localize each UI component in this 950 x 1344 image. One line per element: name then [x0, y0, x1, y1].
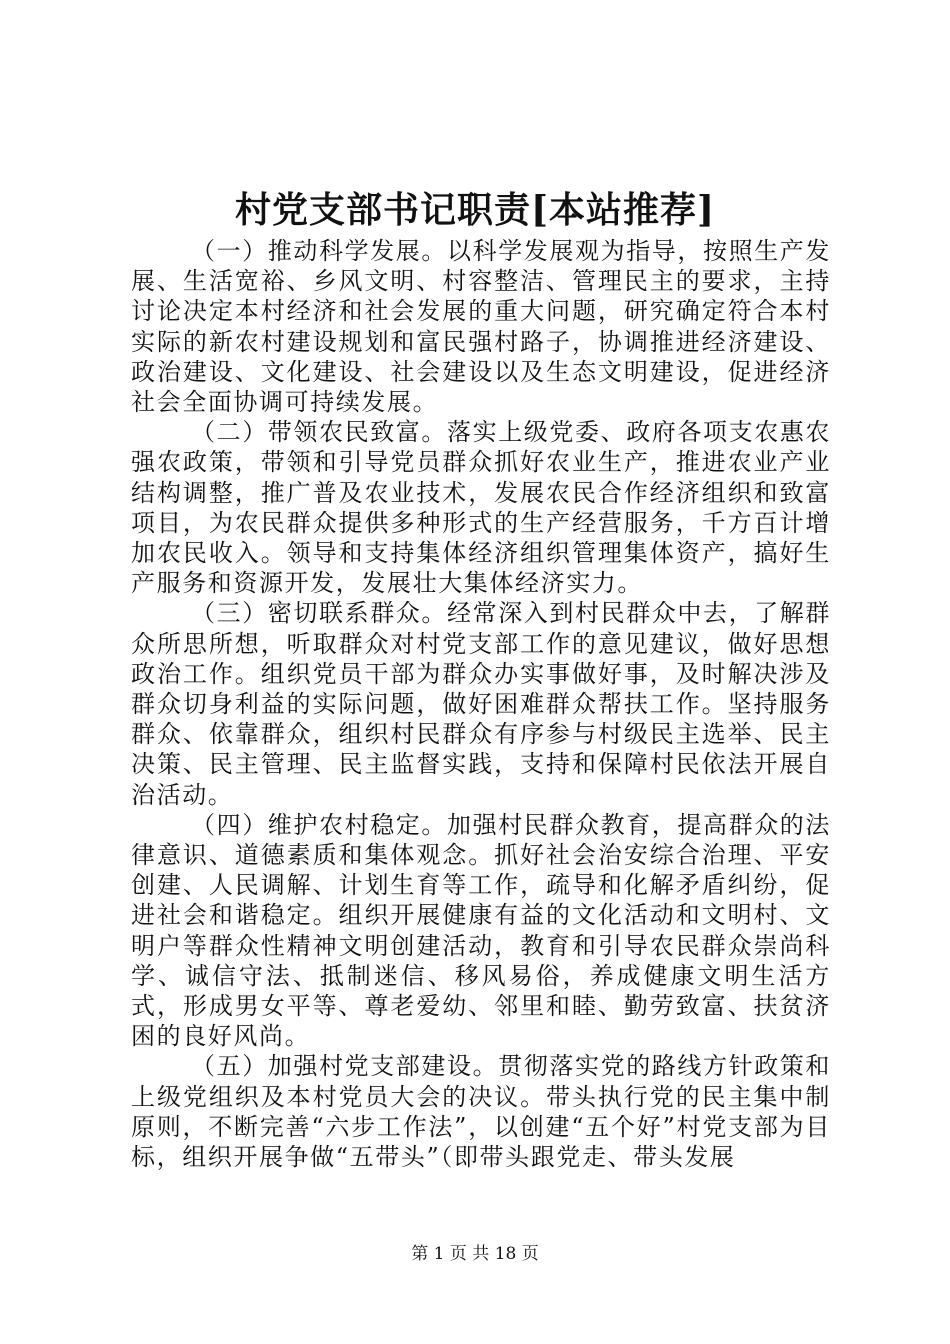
paragraph-3: （三）密切联系群众。经常深入到村民群众中去，了解群众所思所想，听取群众对村党支部工作的意见建议，做好思想政治工作。组织党员干部为群众办实事做好事，及时解决涉及群众切身利益的实际问题，做好困难群众帮扶工作。坚持服务群众、依靠群众，组织村民群众有序参与村级民主选举、民主决策、民主管理、民主监督实践，支持和保障村民依法开展自治活动。: [131, 599, 831, 809]
document-title: 村党支部书记职责[本站推荐]: [234, 189, 716, 231]
paragraph-2: （二）带领农民致富。落实上级党委、政府各项支农惠农强农政策，带领和引导党员群众抓好农业生产，推进农业产业结构调整，推广普及农业技术，发展农民合作经济组织和致富项目，为农民群众提供多种形式的生产经营服务，千方百计增加农民收入。领导和支持集体经济组织管理集体资产，搞好生产服务和资源开发，发展壮大集体经济实力。: [131, 418, 831, 598]
paragraph-5: （五）加强村党支部建设。贯彻落实党的路线方针政策和上级党组织及本村党员大会的决议。带头执行党的民主集中制原则，不断完善“六步工作法”，以创建“五个好”村党支部为目标，组织开展争做“五带头”（即带头跟党走、带头发展: [131, 1052, 831, 1172]
paragraph-4: （四）维护农村稳定。加强村民群众教育，提高群众的法律意识、道德素质和集体观念。抓好社会治安综合治理、平安创建、人民调解、计划生育等工作，疏导和化解矛盾纠纷，促进社会和谐稳定。组织开展健康有益的文化活动和文明村、文明户等群众性精神文明创建活动，教育和引导农民群众崇尚科学、诚信守法、抵制迷信、移风易俗，养成健康文明生活方式，形成男女平等、尊老爱幼、邻里和睦、勤劳致富、扶贫济困的良好风尚。: [131, 810, 831, 1051]
paragraph-1: （一）推动科学发展。以科学发展观为指导，按照生产发展、生活宽裕、乡风文明、村容整洁、管理民主的要求，主持讨论决定本村经济和社会发展的重大问题，研究确定符合本村实际的新农村建设规划和富民强村路子，协调推进经济建设、政治建设、文化建设、社会建设以及生态文明建设，促进经济社会全面协调可持续发展。: [131, 237, 831, 417]
page-footer: 第 1 页 共 18 页: [411, 1244, 539, 1264]
document-body: [131, 236, 831, 1172]
